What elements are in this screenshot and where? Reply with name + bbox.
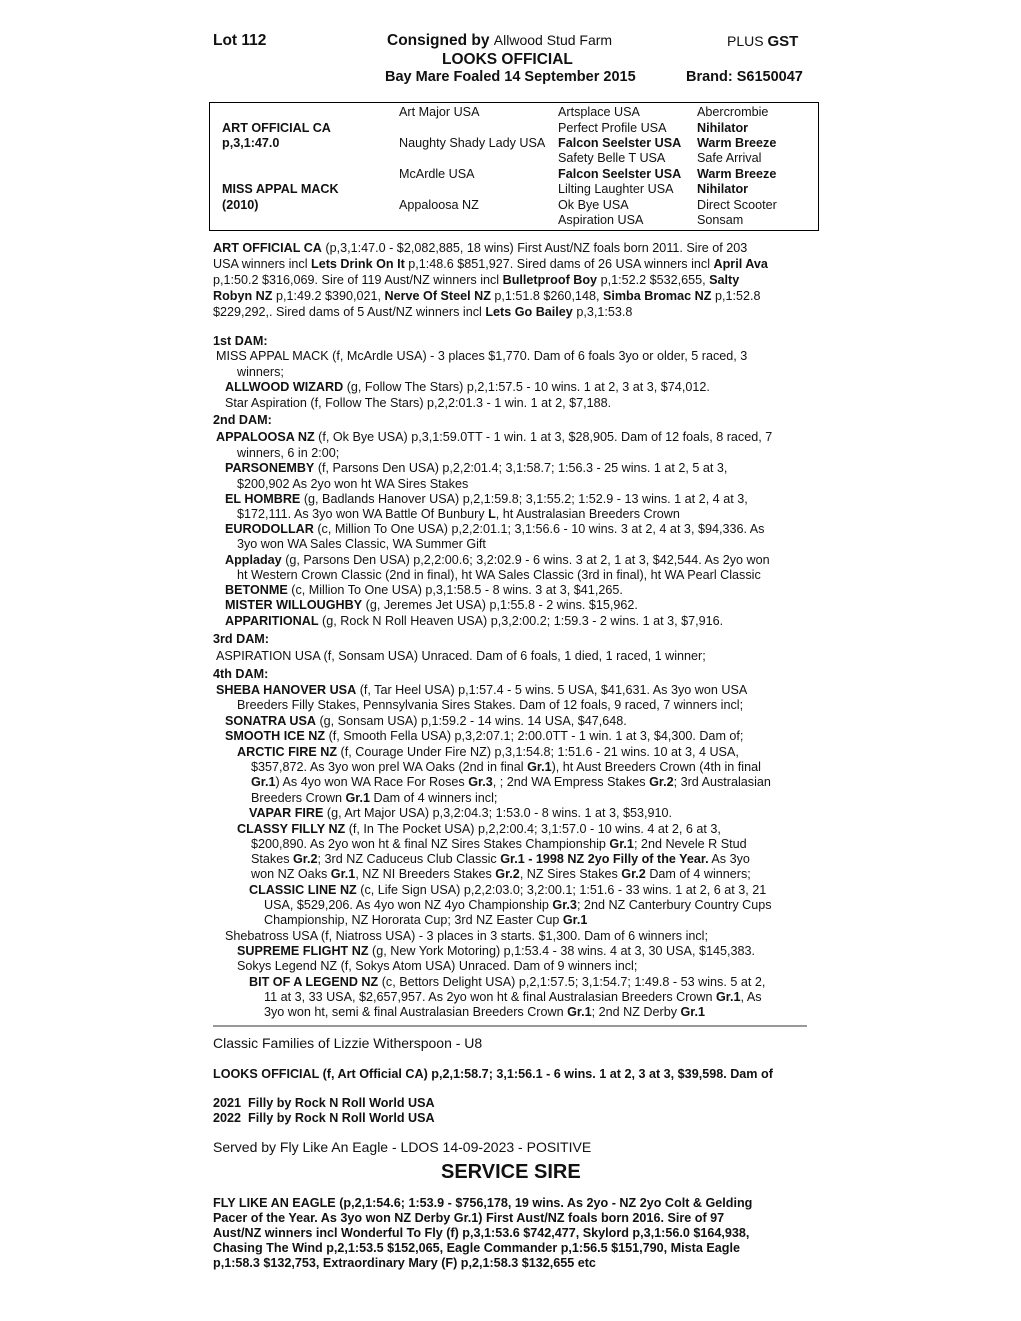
text: $172,111. As 3yo won WA Battle Of Bunbury	[237, 507, 485, 521]
classy-filly-line-4	[251, 866, 751, 882]
text: , NZ Sires Stakes	[519, 867, 618, 881]
text: p,1:50.2 $316,069. Sire of 119 Aust/NZ winners incl	[213, 273, 500, 287]
dam2-progeny-5	[225, 582, 623, 598]
text: , ; 2nd WA Empress Stakes	[492, 775, 646, 789]
text: (c, Million To One USA) p,3,1:58.5 - 8 wins. 3 at 3, $41,265.	[291, 583, 623, 597]
service-sire-line-5: p,1:58.3 $132,753, Extraordinary Mary (F) p,2,1:58.3 $132,655 etc	[213, 1256, 596, 1270]
text: Lets Drink On It	[311, 257, 405, 271]
text: Gr.1	[251, 775, 276, 789]
supreme-flight-line	[237, 943, 755, 959]
text: $229,292,. Sired dams of 5 Aust/NZ winners incl	[213, 305, 482, 319]
dam2-progeny-4	[225, 552, 770, 568]
classic-line-line-2	[264, 897, 772, 913]
pedigree-gen2-4: Appaloosa NZ	[399, 198, 479, 212]
text: ; 2nd NZ Canterbury Country Cups	[576, 898, 772, 912]
classy-filly-line-1	[237, 821, 721, 837]
text: p,1:48.6 $851,927. Sired dams of 26 USA winners incl	[408, 257, 710, 271]
text: (g, New York Motoring) p,1:53.4 - 38 wins. 4 at 3, 30 USA, $145,383.	[372, 944, 755, 958]
text: L	[488, 507, 496, 521]
dam1-heading: 1st DAM:	[213, 334, 268, 348]
pedigree-gen3-4: Safety Belle T USA	[558, 151, 666, 165]
pedigree-gen3-3: Falcon Seelster USA	[558, 136, 682, 150]
dam2-progeny-4b: ht Western Crown Classic (2nd in final), ht WA Sales Classic (3rd in final), ht WA Pearl Classic	[237, 568, 761, 582]
text: VAPAR FIRE	[249, 806, 324, 820]
dam2-progeny-7	[225, 613, 723, 629]
plus-label: PLUS	[727, 33, 764, 49]
pedigree-gen3-6: Lilting Laughter USA	[558, 182, 674, 196]
text: $357,872. As 3yo won prel WA Oaks (2nd in final	[251, 760, 524, 774]
consigned-by	[387, 32, 612, 50]
text: Salty	[709, 273, 740, 287]
text: Lets Go Bailey	[485, 305, 573, 319]
arctic-fire-line-2	[251, 759, 761, 775]
text: $200,890. As 2yo won ht & final NZ Sires Stakes Championship	[251, 837, 606, 851]
text: CLASSY FILLY NZ	[237, 822, 346, 836]
text: APPARITIONAL	[225, 614, 319, 628]
text: Gr.1	[562, 913, 588, 927]
pedigree-gen2-2: Naughty Shady Lady USA	[399, 136, 546, 150]
classy-filly-line-2	[251, 836, 747, 852]
sire-summary-line-4	[213, 288, 760, 304]
text: Gr.1	[716, 990, 741, 1004]
text: Gr.1	[345, 791, 371, 805]
dam4-line-2: Breeders Filly Stakes, Pennsylvania Sires Stakes. Dam of 12 foals, 9 raced, 7 winners incl;	[237, 698, 744, 712]
pedigree-gen4-8: Sonsam	[697, 213, 744, 227]
gst-label: GST	[767, 33, 799, 50]
pedigree-gen4-4: Safe Arrival	[697, 151, 762, 165]
sokys-legend-line: Sokys Legend NZ (f, Sokys Atom USA) Unraced. Dam of 9 winners incl;	[237, 959, 638, 973]
brand: Brand: S6150047	[686, 69, 803, 85]
text: SHEBA HANOVER USA	[216, 683, 357, 697]
text: ), ht Aust Breeders Crown (4th in final	[551, 760, 761, 774]
service-sire-line-2: Pacer of the Year. As 3yo won NZ Derby Gr.1) First Aust/NZ foals born 2016. Sire of 97	[213, 1211, 725, 1225]
text: USA, $529,206. As 4yo won NZ 4yo Championship	[264, 898, 549, 912]
consignor-name: Allwood Stud Farm	[493, 32, 613, 48]
text: (c, Bettors Delight USA) p,2,1:57.5; 3,1:54.7; 1:49.8 - 53 wins. 5 at 2,	[381, 975, 766, 989]
pedigree-gen2-3: McArdle USA	[399, 167, 475, 181]
plus-gst	[727, 33, 798, 50]
text: ARCTIC FIRE NZ	[237, 745, 338, 759]
text: p,1:52.2 $532,655,	[600, 273, 706, 287]
text: Stakes	[251, 852, 290, 866]
dam4-line-1	[216, 682, 747, 698]
pedigree-dam: MISS APPAL MACK	[222, 182, 339, 196]
pedigree-sire-record: p,3,1:47.0	[222, 136, 280, 150]
pedigree-gen3-5: Falcon Seelster USA	[558, 167, 682, 181]
text: (f, Courage Under Fire NZ) p,3,1:54.8; 1:51.6 - 21 wins. 10 at 3, 4 USA,	[340, 745, 739, 759]
vapar-fire-line	[249, 805, 672, 821]
text: , ht Australasian Breeders Crown	[495, 507, 680, 521]
text: Gr.1 - 1998 NZ 2yo Filly of the Year.	[500, 852, 709, 866]
text: Dam of 4 winners;	[649, 867, 751, 881]
text: (c, Life Sign USA) p,2,2:03.0; 3,2:00.1; 1:51.6 - 33 wins. 1 at 2, 6 at 3, 21	[360, 883, 767, 897]
dam2-progeny-6	[225, 597, 638, 613]
dam2-progeny-3b: 3yo won WA Sales Classic, WA Summer Gift	[237, 537, 486, 551]
produce-2022: 2022 Filly by Rock N Roll World USA	[213, 1111, 435, 1125]
text: Gr.1	[527, 760, 552, 774]
text: Gr.2	[495, 867, 520, 881]
pedigree-dam-year: (2010)	[222, 198, 259, 212]
text: (f, Parsons Den USA) p,2,2:01.4; 3,1:58.7; 1:56.3 - 25 wins. 1 at 2, 5 at 3,	[317, 461, 728, 475]
classic-line-line-1	[249, 882, 766, 898]
pedigree-sire: ART OFFICIAL CA	[222, 121, 331, 135]
arctic-fire-line-4	[251, 790, 497, 806]
text: Appladay	[225, 553, 282, 567]
text: (g, Rock N Roll Heaven USA) p,3,2:00.2; 1:59.3 - 2 wins. 1 at 3, $7,916.	[322, 614, 724, 628]
text: ; 2nd NZ Derby	[591, 1005, 677, 1019]
sire-summary-line-5	[213, 304, 632, 320]
text: (g, Art Major USA) p,3,2:04.3; 1:53.0 - 8 wins. 1 at 3, $53,910.	[326, 806, 673, 820]
looks-official-summary: LOOKS OFFICIAL (f, Art Official CA) p,2,1:58.7; 3,1:56.1 - 6 wins. 1 at 2, 3 at 3, $39,598. Dam of	[213, 1067, 773, 1081]
text: Gr.1	[567, 1005, 592, 1019]
foaled-info: Bay Mare Foaled 14 September 2015	[385, 69, 636, 85]
dam2-progeny-2	[225, 491, 748, 507]
dam3-heading: 3rd DAM:	[213, 632, 269, 646]
dam2-line-2: winners, 6 in 2:00;	[237, 446, 340, 460]
text: BETONME	[225, 583, 288, 597]
text: Gr.2	[293, 852, 318, 866]
text: Gr.1	[680, 1005, 706, 1019]
text: EL HOMBRE	[225, 492, 301, 506]
pedigree-gen2-1: Art Major USA	[399, 105, 480, 119]
dam1-entry-2: Star Aspiration (f, Follow The Stars) p,2,2:01.3 - 1 win. 1 at 2, $7,188.	[225, 396, 612, 410]
dam4-entry-smooth-ice	[225, 728, 743, 744]
text: PARSONEMBY	[225, 461, 315, 475]
dam2-progeny-1	[225, 460, 727, 476]
dam1-entry-1	[225, 379, 710, 395]
text: Dam of 4 winners incl;	[373, 791, 498, 805]
text: (c, Million To One USA) p,2,2:01.1; 3,1:56.6 - 10 wins. 3 at 2, 4 at 3, $94,336. As	[317, 522, 765, 536]
text: SUPREME FLIGHT NZ	[237, 944, 369, 958]
dam4-heading: 4th DAM:	[213, 667, 269, 681]
pedigree-gen3-8: Aspiration USA	[558, 213, 644, 227]
dam2-line-1	[216, 429, 772, 445]
text: ALLWOOD WIZARD	[225, 380, 344, 394]
produce-2021: 2021 Filly by Rock N Roll World USA	[213, 1096, 435, 1110]
service-sire-line-3: Aust/NZ winners incl Wonderful To Fly (f) p,3,1:53.6 $742,477, Skylord p,3,1:56.0 $164,938,	[213, 1226, 750, 1240]
pedigree-gen4-5: Warm Breeze	[697, 167, 777, 181]
text: Gr.1	[330, 867, 356, 881]
text: (g, Follow The Stars) p,2,1:57.5 - 10 wins. 1 at 2, 3 at 3, $74,012.	[346, 380, 710, 394]
service-sire-line-4: Chasing The Wind p,2,1:53.5 $152,065, Eagle Commander p,1:56.5 $151,790, Mista Eagle	[213, 1241, 740, 1255]
divider	[213, 1025, 807, 1027]
text: (g, Jeremes Jet USA) p,1:55.8 - 2 wins. $15,962.	[365, 598, 638, 612]
dam1-line-2: winners;	[237, 365, 284, 379]
text: Bulletproof Boy	[502, 273, 598, 287]
text: (f, Tar Heel USA) p,1:57.4 - 5 wins. 5 USA, $41,631. As 3yo won USA	[359, 683, 748, 697]
classic-line-line-3	[264, 912, 587, 928]
text: EURODOLLAR	[225, 522, 314, 536]
lot-number: Lot 112	[213, 32, 267, 49]
text: 11 at 3, 33 USA, $2,657,957. As 2yo won ht & final Australasian Breeders Crown	[264, 990, 713, 1004]
pedigree-gen4-2: Nihilator	[697, 121, 749, 135]
text: Gr.2	[621, 867, 646, 881]
family-heading: Classic Families of Lizzie Witherspoon - U8	[213, 1035, 483, 1051]
dam2-heading: 2nd DAM:	[213, 413, 272, 427]
dam1-line-1: MISS APPAL MACK (f, McArdle USA) - 3 places $1,770. Dam of 6 foals 3yo or older, 5 raced, 3	[216, 349, 748, 363]
text: Championship, NZ Hororata Cup; 3rd NZ Easter Cup	[264, 913, 560, 927]
text: (g, Parsons Den USA) p,2,2:00.6; 3,2:02.9 - 6 wins. 3 at 2, 1 at 3, $42,544. As 2yo won	[285, 553, 770, 567]
text: p,1:49.2 $390,021,	[275, 289, 382, 303]
dam2-progeny-2b	[237, 506, 680, 522]
text: Gr.3	[552, 898, 577, 912]
service-sire-heading: SERVICE SIRE	[441, 1161, 581, 1183]
pedigree-gen3-7: Ok Bye USA	[558, 198, 629, 212]
shebatross-line: Shebatross USA (f, Niatross USA) - 3 places in 3 starts. $1,300. Dam of 6 winners incl;	[225, 929, 708, 943]
dam2-progeny-3	[225, 521, 764, 537]
text: Gr.1	[609, 837, 634, 851]
text: (f, In The Pocket USA) p,2,2:00.4; 3,1:57.0 - 10 wins. 4 at 2, 6 at 3,	[348, 822, 721, 836]
text: April Ava	[713, 257, 768, 271]
text: Gr.2	[649, 775, 674, 789]
dam2-progeny-1b: $200,902 As 2yo won ht WA Sires Stakes	[237, 477, 469, 491]
text: BIT OF A LEGEND NZ	[249, 975, 379, 989]
text: p,1:51.8 $260,148,	[494, 289, 600, 303]
pedigree-gen4-3: Warm Breeze	[697, 136, 777, 150]
pedigree-gen4-7: Direct Scooter	[697, 198, 777, 212]
served-by: Served by Fly Like An Eagle - LDOS 14-09-2023 - POSITIVE	[213, 1139, 592, 1155]
text: ; 3rd Australasian	[673, 775, 771, 789]
text: Nerve Of Steel NZ	[384, 289, 491, 303]
text: , As	[740, 990, 762, 1004]
text: (p,3,1:47.0 - $2,082,885, 18 wins) First Aust/NZ foals born 2011. Sire of 203	[325, 241, 748, 255]
text: ; 2nd Nevele R Stud	[633, 837, 747, 851]
arctic-fire-line-3	[251, 774, 771, 790]
bit-of-a-legend-line-1	[249, 974, 765, 990]
text: CLASSIC LINE NZ	[249, 883, 357, 897]
dam3-line-1: ASPIRATION USA (f, Sonsam USA) Unraced. Dam of 6 foals, 1 died, 1 raced, 1 winner;	[216, 649, 706, 663]
text: p,1:52.8	[714, 289, 761, 303]
bit-of-a-legend-line-2	[264, 989, 762, 1005]
sire-summary-name: ART OFFICIAL CA	[213, 241, 322, 255]
text: , NZ NI Breeders Stakes	[355, 867, 492, 881]
text: Gr.3	[468, 775, 493, 789]
sire-summary-line-1	[213, 240, 747, 256]
dam4-entry-sonatra	[225, 713, 627, 729]
text: (f, Ok Bye USA) p,3,1:59.0TT - 1 win. 1 at 3, $28,905. Dam of 12 foals, 8 raced, 7	[318, 430, 773, 444]
pedigree-gen4-1: Abercrombie	[697, 105, 769, 119]
consigned-label: Consigned by	[387, 32, 490, 49]
classy-filly-line-3	[251, 851, 750, 867]
text: p,3,1:53.8	[576, 305, 633, 319]
text: ) As 4yo won WA Race For Roses	[275, 775, 465, 789]
text: Robyn NZ	[213, 289, 273, 303]
text: Breeders Crown	[251, 791, 342, 805]
service-sire-line-1: FLY LIKE AN EAGLE (p,2,1:54.6; 1:53.9 - $756,178, 19 wins. As 2yo - NZ 2yo Colt & Gelding	[213, 1196, 753, 1210]
text: SMOOTH ICE NZ	[225, 729, 326, 743]
arctic-fire-line-1	[237, 744, 739, 760]
pedigree-gen4-6: Nihilator	[697, 182, 749, 196]
text: Simba Bromac NZ	[602, 289, 712, 303]
pedigree-gen3-1: Artsplace USA	[558, 105, 640, 119]
sire-summary-line-3	[213, 272, 739, 288]
text: USA winners incl	[213, 257, 308, 271]
text: SONATRA USA	[225, 714, 316, 728]
text: (g, Sonsam USA) p,1:59.2 - 14 wins. 14 USA, $47,648.	[319, 714, 627, 728]
bit-of-a-legend-line-3	[264, 1004, 705, 1020]
text: won NZ Oaks	[251, 867, 328, 881]
text: 3yo won ht, semi & final Australasian Breeders Crown	[264, 1005, 564, 1019]
pedigree-table	[209, 102, 819, 231]
pedigree-gen3-2: Perfect Profile USA	[558, 121, 667, 135]
horse-name: LOOKS OFFICIAL	[442, 51, 573, 68]
text: As 3yo	[711, 852, 750, 866]
text: APPALOOSA NZ	[216, 430, 315, 444]
text: (g, Badlands Hanover USA) p,2,1:59.8; 3,1:55.2; 1:52.9 - 13 wins. 1 at 2, 4 at 3,	[303, 492, 748, 506]
text: ; 3rd NZ Caduceus Club Classic	[317, 852, 497, 866]
text: MISTER WILLOUGHBY	[225, 598, 363, 612]
sire-summary-line-2	[213, 256, 768, 272]
text: (f, Smooth Fella USA) p,3,2:07.1; 2:00.0TT - 1 win. 1 at 3, $4,300. Dam of;	[328, 729, 744, 743]
